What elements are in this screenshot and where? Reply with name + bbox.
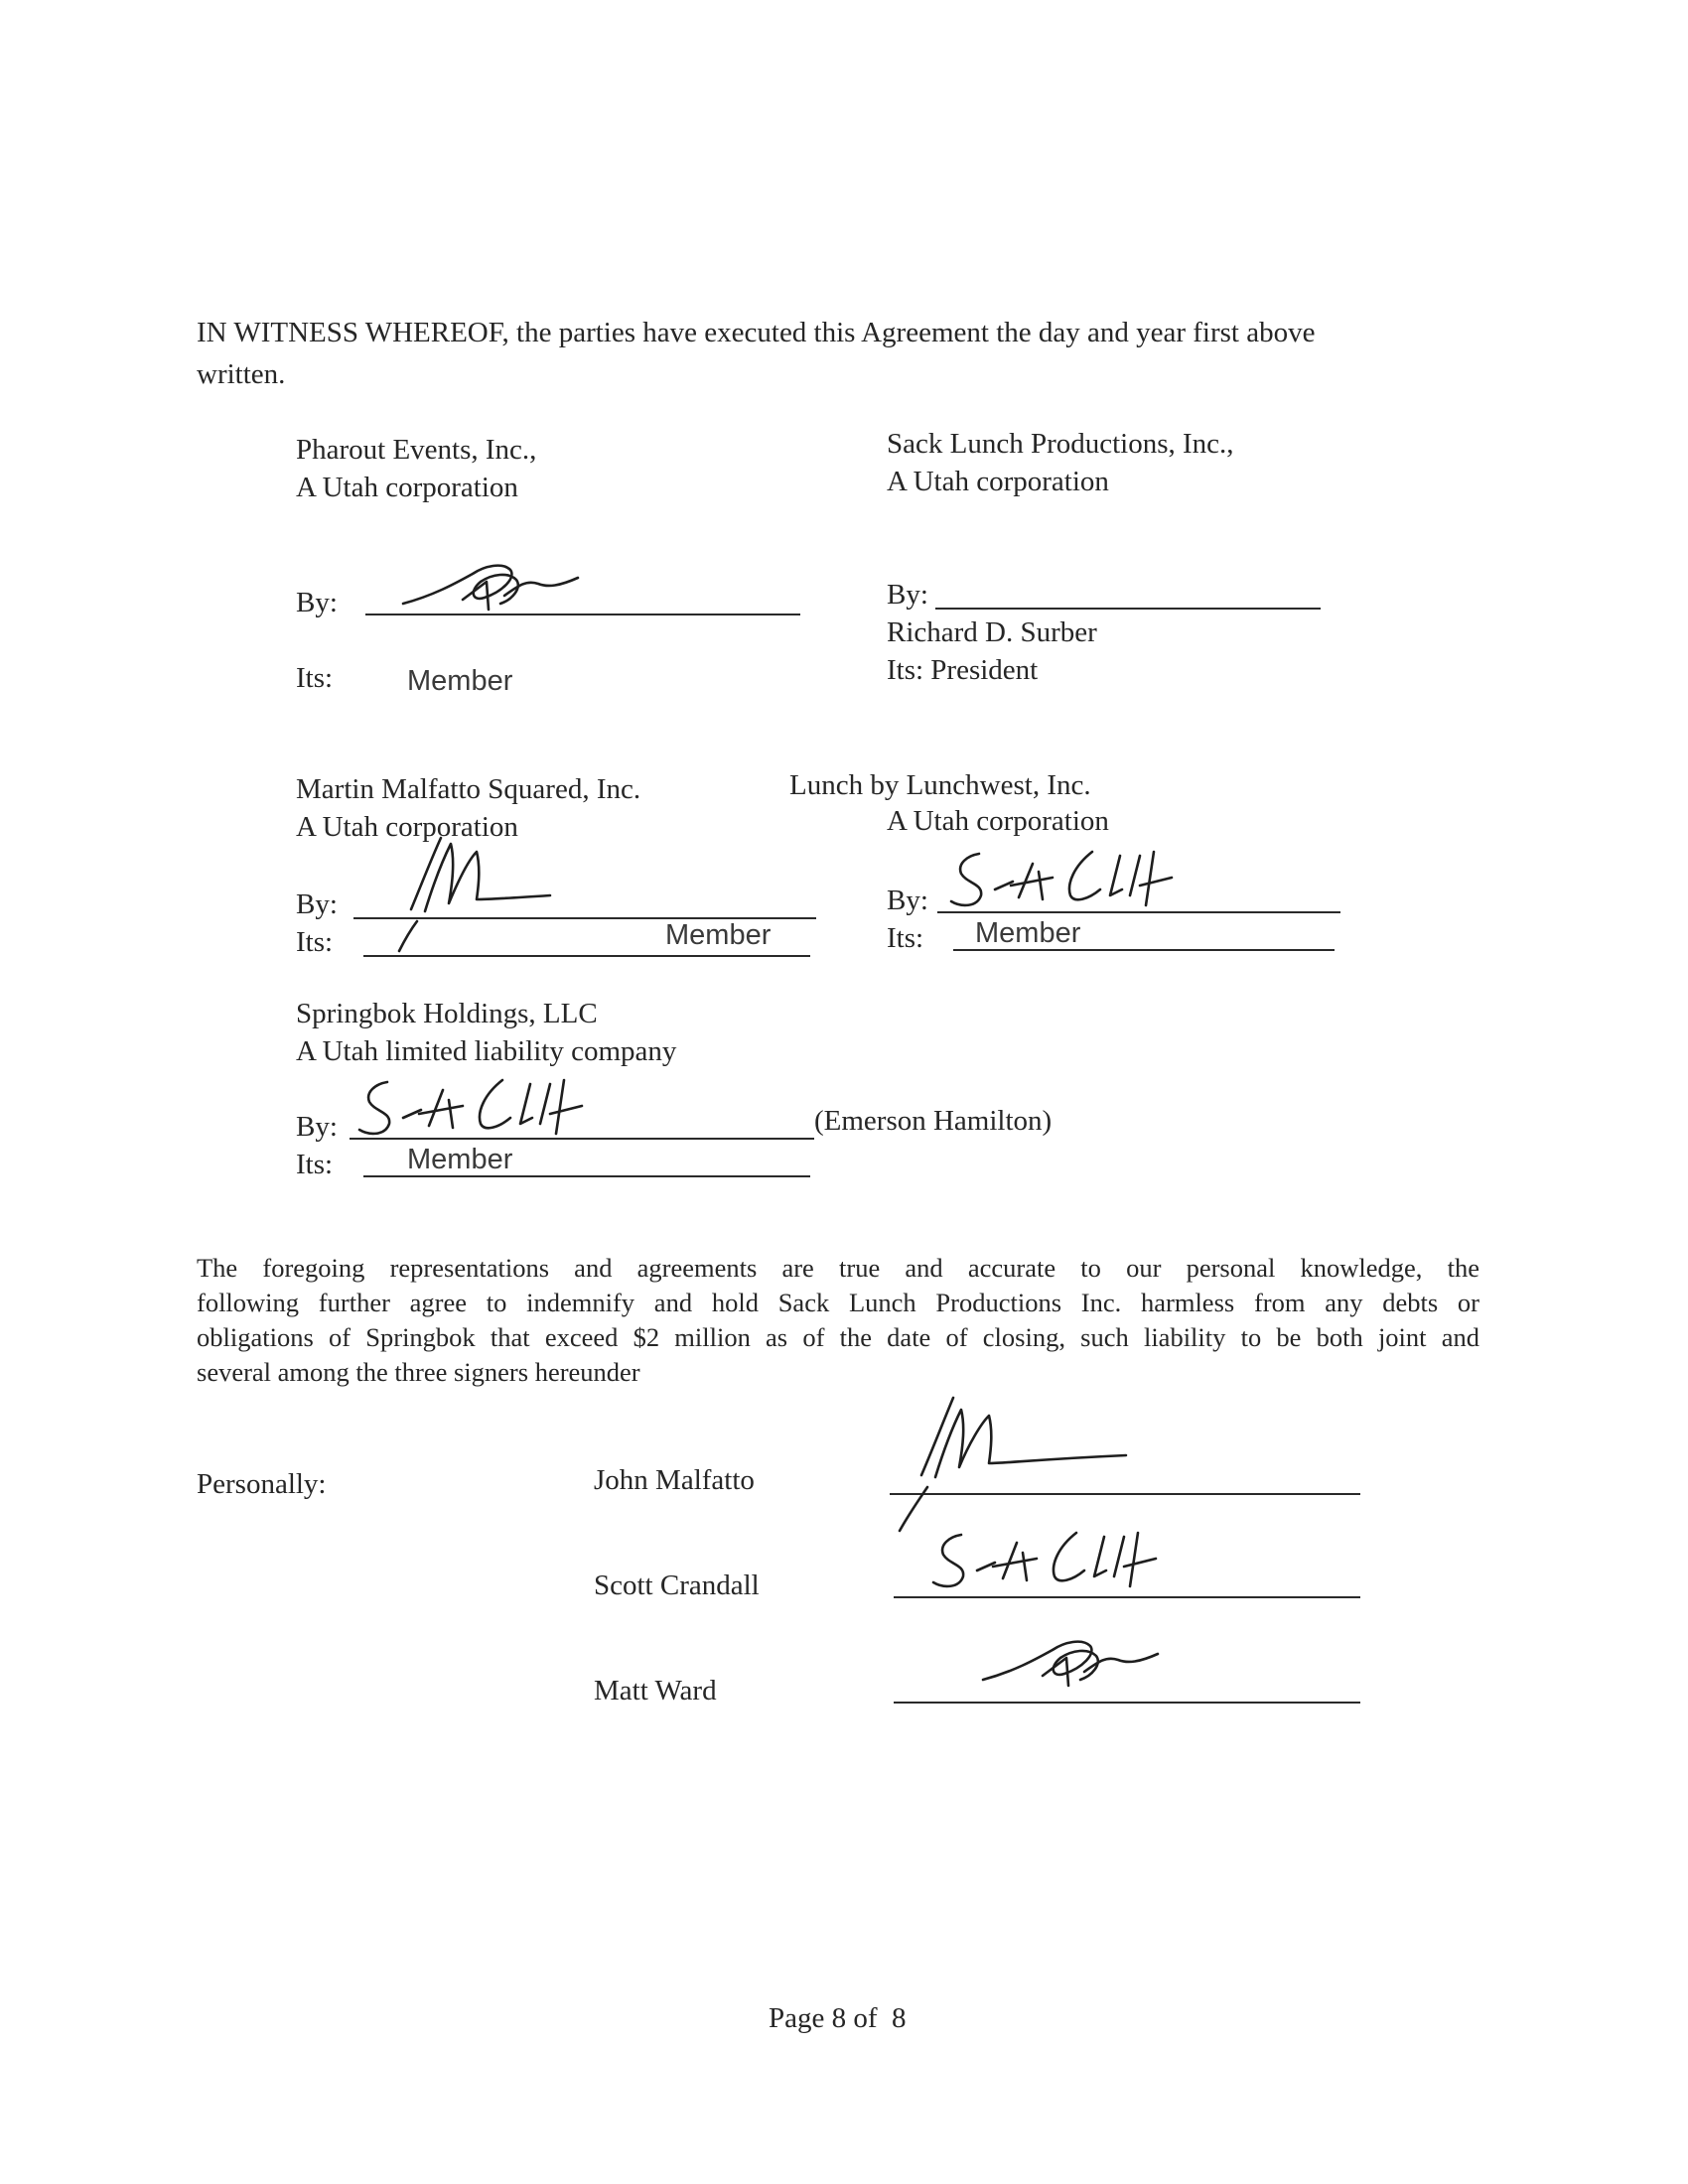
indemnity-line-1: The foregoing representations and agreements are true and accurate to our personal knowledge, the (197, 1253, 1479, 1283)
personal-signer-name: Matt Ward (594, 1675, 717, 1706)
pharout-its-label: Its: (296, 662, 334, 694)
indemnity-line-4: several among the three signers hereunder (197, 1357, 640, 1387)
lunchwest-its-label: Its: (887, 922, 924, 954)
indemnity-line-2: following further agree to indemnify and hold Sack Lunch Productions Inc. harmless from any debts or (197, 1288, 1479, 1317)
signature-scott-crandall-personal (923, 1519, 1201, 1618)
signature-scott-crandall-lunchwest (943, 842, 1211, 931)
malfatto-name: Martin Malfatto Squared, Inc. (296, 773, 641, 805)
springbok-its-label: Its: (296, 1149, 334, 1180)
lunchwest-name: Lunch by Lunchwest, Inc. (789, 769, 1091, 801)
indemnity-paragraph (197, 1251, 1479, 1390)
lunchwest-its-value: Member (975, 917, 1081, 949)
sack-lunch-its: Its: President (887, 654, 1039, 686)
pharout-by-label: By: (296, 587, 338, 618)
sack-lunch-by-line (935, 608, 1321, 610)
pharout-name: Pharout Events, Inc., (296, 434, 537, 466)
sack-lunch-type: A Utah corporation (887, 466, 1109, 497)
lunchwest-type: A Utah corporation (887, 805, 1109, 837)
pharout-type: A Utah corporation (296, 472, 518, 503)
signature-matt-ward-personal (973, 1628, 1172, 1698)
signature-matt-ward-pharout (393, 552, 592, 621)
sack-lunch-name: Sack Lunch Productions, Inc., (887, 428, 1234, 460)
springbok-by-label: By: (296, 1111, 338, 1143)
springbok-type: A Utah limited liability company (296, 1035, 677, 1067)
personal-signer-name: Scott Crandall (594, 1570, 760, 1601)
witness-line-2: written. (197, 358, 286, 390)
page-number: Page 8 of 8 (769, 2002, 907, 2034)
pharout-its-value: Member (407, 665, 513, 697)
sack-lunch-signer: Richard D. Surber (887, 616, 1097, 648)
malfatto-its-label: Its: (296, 926, 334, 958)
springbok-name: Springbok Holdings, LLC (296, 998, 598, 1029)
malfatto-type: A Utah corporation (296, 811, 518, 843)
springbok-its-value: Member (407, 1144, 513, 1175)
lunchwest-by-label: By: (887, 885, 928, 916)
signature-scott-crandall-springbok (352, 1066, 620, 1165)
malfatto-its-value: Member (665, 919, 772, 951)
personally-label: Personally: (197, 1468, 327, 1500)
indemnity-line-3: obligations of Springbok that exceed $2 million as of the date of closing, such liability to be both joint and (197, 1322, 1479, 1352)
springbok-by-note: (Emerson Hamilton) (814, 1105, 1053, 1137)
signature-john-malfatto-company (381, 830, 600, 959)
sack-lunch-by-label: By: (887, 579, 928, 611)
personal-signature-line (894, 1702, 1360, 1704)
malfatto-by-label: By: (296, 888, 338, 920)
witness-line-1: IN WITNESS WHEREOF, the parties have executed this Agreement the day and year first above (197, 317, 1316, 348)
signature-john-malfatto-personal (890, 1390, 1128, 1539)
personal-signer-name: John Malfatto (594, 1464, 755, 1496)
